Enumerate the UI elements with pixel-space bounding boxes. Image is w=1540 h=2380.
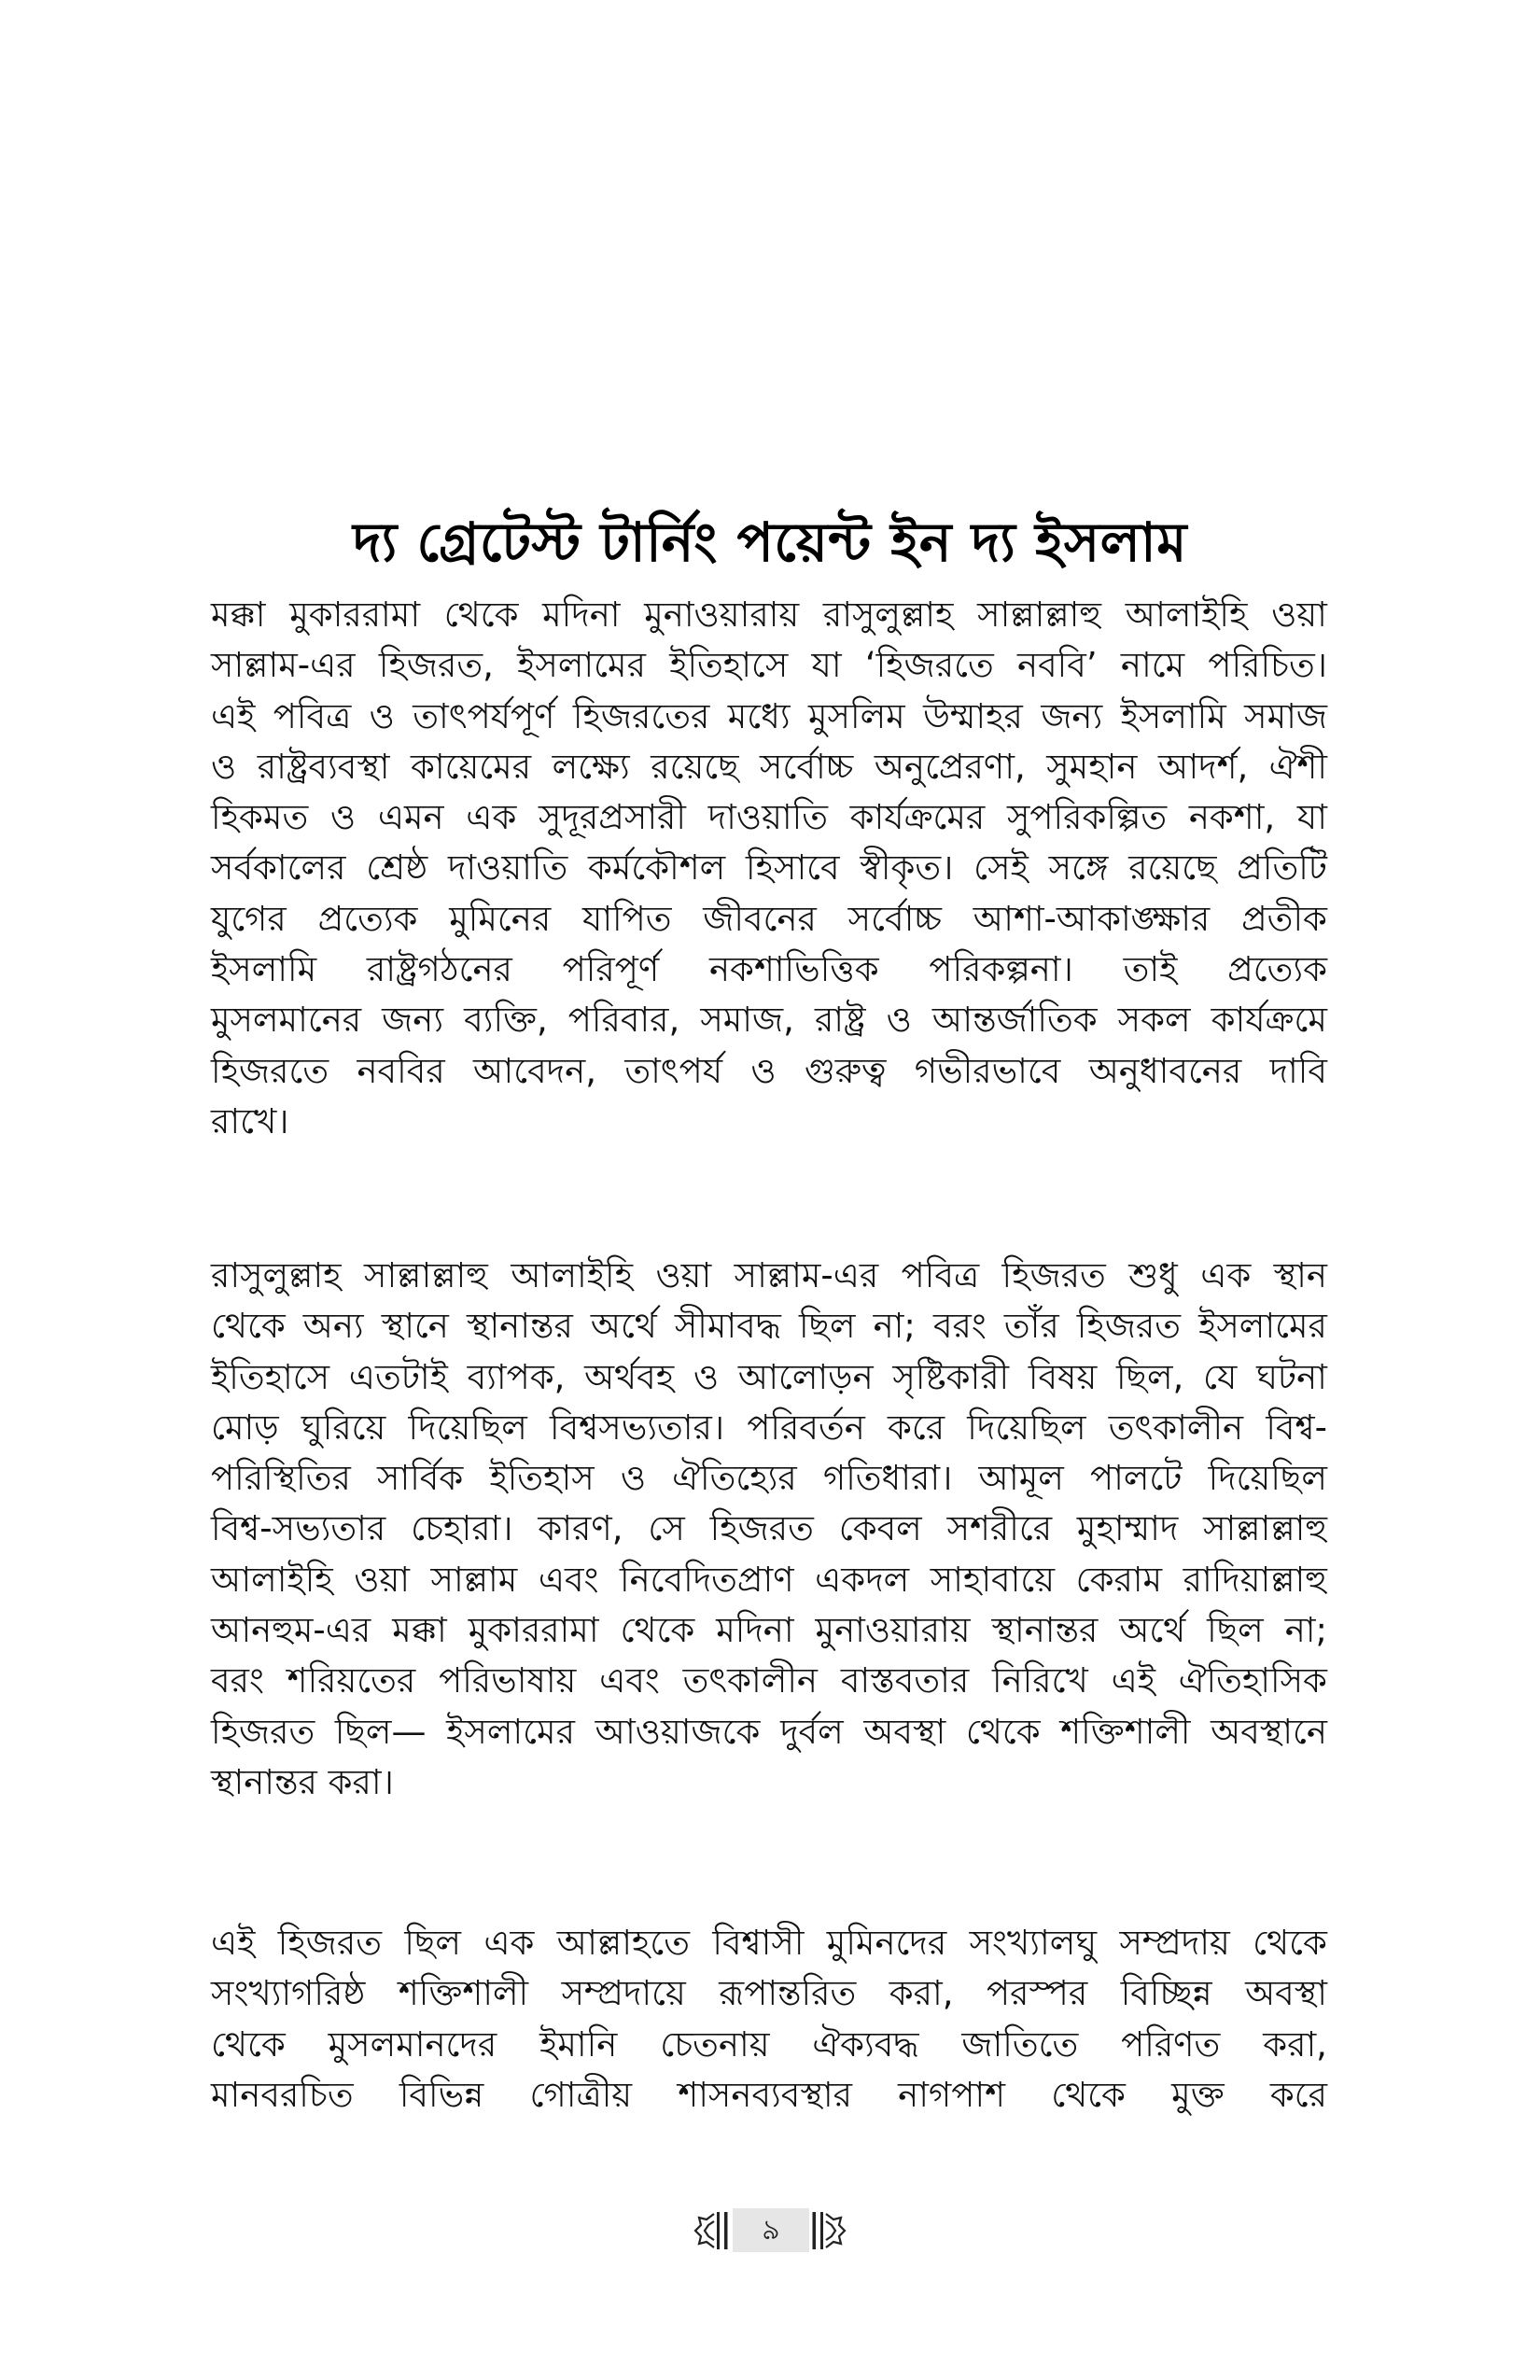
word: দাওয়াতি (707, 797, 828, 838)
text-line (211, 1504, 1327, 1554)
word: জীবনের (703, 898, 817, 939)
word: এই (211, 1923, 256, 1963)
word: পবিত্র (901, 1255, 980, 1295)
word: ইমানি (539, 2023, 618, 2065)
text-line (211, 894, 1327, 945)
text-line (211, 995, 1327, 1045)
word: এবং (599, 1660, 660, 1701)
word: থেকে (620, 1610, 695, 1651)
word: যা (811, 645, 842, 686)
word: আদর্শ, (1157, 746, 1249, 787)
word: অর্থে (590, 1306, 657, 1347)
word: কার্যক্রমে (1211, 1000, 1327, 1041)
word: হিজরত, (378, 645, 494, 686)
word: সর্বোচ্চ (760, 746, 854, 787)
paragraph-3 (211, 1918, 1327, 2121)
word: ছিল (1207, 1610, 1264, 1651)
paragraph-2 (211, 1251, 1327, 1808)
word: হিজরত (1076, 1306, 1182, 1347)
word: মোড় (211, 1407, 279, 1448)
word: বিশ্ব-সভ্যতার (211, 1508, 386, 1549)
word: স্বীকৃত। (860, 847, 954, 889)
page-footer (0, 2205, 1540, 2257)
word: আলাইহি (211, 1559, 333, 1600)
word: প্রত্যেক (317, 898, 418, 939)
word: বিশ্ব- (1266, 1407, 1327, 1448)
word: থেকে (1051, 2074, 1126, 2115)
text-line (211, 1918, 1327, 1968)
word: কেরাম (1075, 1559, 1163, 1600)
word: মদিনা (542, 595, 621, 635)
word: সর্বোচ্চ (847, 898, 942, 939)
word: বরং (211, 1660, 264, 1701)
word: আবেদন, (473, 1050, 596, 1091)
word: মদিনা (716, 1610, 794, 1651)
text-line (211, 2070, 1327, 2121)
text-line (211, 742, 1327, 792)
word: পরিভাষায় (439, 1660, 577, 1701)
word: বাস্তবতার (840, 1660, 970, 1701)
word: নকশাভিত্তিক (708, 949, 879, 990)
word: তাৎপর্যপূর্ণ (413, 695, 555, 736)
text-line (211, 1555, 1327, 1605)
word: ঐতিহাসিক (1178, 1660, 1327, 1701)
word: কায়েমের (411, 746, 532, 787)
text-line: রাখে। (211, 1100, 289, 1141)
word: রাসুলুল্লাহ (822, 595, 954, 635)
word: মুনাওয়ারায় (644, 595, 800, 635)
text-line (211, 1301, 1327, 1351)
word: ও (369, 695, 395, 736)
word: ও (693, 1356, 720, 1397)
word: এক (466, 797, 517, 838)
word: ছিল— (334, 1711, 427, 1752)
word: শুধু (1128, 1255, 1178, 1295)
word: লক্ষ্যে (552, 746, 630, 787)
word: করা, (889, 1973, 954, 2014)
word: রাসুলুল্লাহ (211, 1255, 342, 1295)
word: পালটে (1090, 1458, 1183, 1499)
word: করে (888, 1407, 945, 1448)
word: প্রত্যেক (1227, 949, 1327, 990)
word: আল্লাহতে (556, 1923, 690, 1963)
word: সে (648, 1508, 685, 1549)
word: করে (1269, 2074, 1327, 2115)
word: সুদূরপ্রসারী (539, 797, 686, 838)
word: ছিল (404, 1923, 461, 1963)
word: সম্প্রদায়ে (561, 1973, 686, 2014)
word: এবং (538, 1559, 599, 1600)
word: যুগের (211, 898, 287, 939)
word: থেকে (443, 595, 519, 635)
word: হিজরত (277, 1923, 383, 1963)
word: স্থান (1273, 1255, 1327, 1295)
word: আমূল (978, 1458, 1064, 1499)
word: অবস্থানে (1211, 1711, 1327, 1752)
word: মুকাররামা (468, 1610, 599, 1651)
word: ইসলামের (446, 1711, 575, 1752)
word: ইতিহাসে (211, 1356, 330, 1397)
word: নিরিখে (992, 1660, 1088, 1701)
word: অবস্থা (863, 1711, 946, 1752)
word: ‘হিজরতে (864, 645, 994, 686)
word: যে (1203, 1356, 1238, 1397)
text-line: স্থানান্তর করা। (211, 1761, 394, 1802)
word: ঐতিহ্যের (672, 1458, 797, 1499)
word: ইসলামের (1198, 1306, 1327, 1347)
word: মুক্ত (1171, 2074, 1225, 2115)
floral-ornament-icon (809, 2208, 847, 2253)
text-line (211, 792, 1327, 843)
word: বিশ্বসভ্যতার। (550, 1407, 725, 1448)
word: নববি’ (1017, 645, 1098, 686)
word: ব্যাপক, (467, 1356, 566, 1397)
word: সকল (1117, 1000, 1191, 1041)
text-line (211, 1352, 1327, 1403)
word: সাল্লাম (430, 1559, 518, 1600)
word: মানবরচিত (211, 2074, 354, 2115)
word: না; (1284, 1610, 1327, 1651)
word: আলাইহি (1125, 595, 1248, 635)
word: রাদিয়াল্লাহু (1183, 1559, 1327, 1600)
word: শক্তিশালী (1060, 1711, 1191, 1752)
word: বরং (932, 1306, 987, 1347)
word: দিয়েছিল (1208, 1458, 1327, 1499)
word: সম্প্রদায় (1119, 1923, 1230, 1963)
word: পরিবার, (567, 1000, 680, 1041)
word: আওয়াজকে (595, 1711, 761, 1752)
word: ঐশী (1268, 746, 1327, 787)
word: মুসলমানের (211, 1000, 362, 1041)
word: রাষ্ট্র (814, 1000, 866, 1041)
word: সাহাবায়ে (930, 1559, 1056, 1600)
word: সমাজ (1244, 695, 1327, 736)
word: অর্থে (1119, 1610, 1186, 1651)
word: ও (750, 1050, 777, 1091)
word: শ্রেষ্ঠ (366, 847, 428, 889)
text-line (211, 1656, 1327, 1706)
word: মক্কা (392, 1610, 447, 1651)
word: পরিবর্তন (747, 1407, 865, 1448)
word: নববির (357, 1050, 445, 1091)
word: হিকমত (211, 797, 309, 838)
word: পরিপূর্ণ (562, 949, 660, 990)
word: পবিত্র (273, 695, 352, 736)
word: বিভিন্ন (399, 2074, 484, 2115)
word: ছিল, (1115, 1356, 1184, 1397)
word: দাওয়াতি (447, 847, 568, 889)
word: সেই (973, 847, 1029, 889)
word: স্থানান্তর (466, 1306, 573, 1347)
word: ঘটনা (1256, 1356, 1327, 1397)
word: পরস্পর (986, 1973, 1088, 2014)
word: ও (329, 797, 357, 838)
word: এই (211, 695, 256, 736)
word: মুসলিম (808, 695, 905, 736)
word: এই (1111, 1660, 1155, 1701)
text-line (211, 1403, 1327, 1453)
word: ব্যক্তি, (464, 1000, 548, 1041)
word: সার্বিক (377, 1458, 464, 1499)
word: পরিণত (1121, 2023, 1221, 2065)
word: থেকে (211, 1306, 286, 1347)
word: নামে (1120, 645, 1185, 686)
word: তৎকালীন (682, 1660, 819, 1701)
word: হিজরত (709, 1508, 814, 1549)
word: দিয়েছিল (967, 1407, 1086, 1448)
word: কর্মকৌশল (588, 847, 726, 889)
word: জন্য (1041, 695, 1103, 736)
word: চেতনায় (660, 2023, 770, 2065)
word: রূপান্তরিত (719, 1973, 857, 2014)
word: গভীরভাবে (914, 1050, 1061, 1091)
word: অনুধাবনের (1088, 1050, 1242, 1091)
paragraph-1 (211, 590, 1327, 1147)
text-line (211, 1046, 1327, 1097)
word: পরিস্থিতির (211, 1458, 351, 1499)
floral-ornament-icon (693, 2208, 731, 2253)
text-line (211, 843, 1327, 893)
word: ওয়া (655, 1255, 712, 1295)
word: সৃষ্টিকারী (892, 1356, 1010, 1397)
word: থেকে (211, 2023, 286, 2065)
word: এক (483, 1923, 535, 1963)
word: সংখ্যালঘু (969, 1923, 1098, 1963)
word: সুমহান (1046, 746, 1138, 787)
word: ছিল (798, 1306, 856, 1347)
word: নাগপাশ (898, 2074, 1005, 2115)
word: মধ্যে (727, 695, 791, 736)
word: আনহুম-এর (211, 1610, 371, 1651)
text-line (211, 590, 1327, 640)
word: দিয়েছিল (408, 1407, 527, 1448)
word: নিবেদিতপ্রাণ (620, 1559, 794, 1600)
word: না; (873, 1306, 916, 1347)
word: মুহাম্মাদ (1076, 1508, 1179, 1549)
word: রাষ্ট্রগঠনের (366, 949, 512, 990)
word: গোত্রীয় (529, 2074, 633, 2115)
text-line (211, 1453, 1327, 1504)
word: মুসলমানদের (328, 2023, 497, 2065)
word: হিসাবে (745, 847, 840, 889)
word: থেকে (965, 1711, 1041, 1752)
word: সাল্লাল্লাহু (364, 1255, 488, 1295)
word: সাল্লাম-এর (211, 645, 356, 686)
word: ঐক্যবদ্ধ (812, 2023, 919, 2065)
text-line (211, 1605, 1327, 1656)
word: করা, (1263, 2023, 1327, 2065)
word: ঘুরিয়ে (301, 1407, 386, 1448)
word: প্রতিটি (1237, 847, 1327, 889)
word: শক্তিশালী (398, 1973, 529, 2014)
word: সংখ্যাগরিষ্ঠ (211, 1973, 366, 2014)
word: অবস্থা (1245, 1973, 1327, 2014)
word: হিজরতে (211, 1050, 329, 1091)
word: তাই (1123, 949, 1178, 990)
word: সাল্লাল্লাহু (1203, 1508, 1327, 1549)
word: অর্থবহ (584, 1356, 675, 1397)
word: আশা-আকাঙ্ক্ষার (973, 898, 1211, 939)
text-line (211, 1707, 1327, 1757)
word: কেবল (838, 1508, 922, 1549)
word: ইতিহাসে (669, 645, 789, 686)
word: তাঁর (1003, 1306, 1059, 1347)
text-line (211, 692, 1327, 742)
word: একদল (815, 1559, 910, 1600)
word: গতিধারা। (822, 1458, 953, 1499)
word: নকশা, (1188, 797, 1276, 838)
word: আলাইহি (511, 1255, 634, 1295)
word: হিজরতের (572, 695, 710, 736)
word: রয়েছে (651, 746, 739, 787)
word: তাৎপর্য (624, 1050, 723, 1091)
word: দুর্বল (780, 1711, 844, 1752)
text-line (211, 2020, 1327, 2070)
word: প্রতীক (1241, 898, 1327, 939)
word: মুমিনদের (826, 1923, 947, 1963)
word: জন্য (382, 1000, 444, 1041)
word: ও (886, 1000, 912, 1041)
word: সঙ্গে (1048, 847, 1109, 889)
word: হিজরত (1001, 1255, 1106, 1295)
word: বিচ্ছিন্ন (1120, 1973, 1212, 2014)
word: মুকাররামা (289, 595, 421, 635)
word: হিজরত (211, 1711, 315, 1752)
word: মক্কা (211, 595, 266, 635)
word: চেহারা। (411, 1508, 513, 1549)
word: যা (1296, 797, 1327, 838)
chapter-title: দ্য গ্রেটেস্ট টার্নিং পয়েন্ট ইন দ্য ইসলাম (353, 510, 1187, 574)
word: ওয়া (1271, 595, 1327, 635)
page-number: ৯ (733, 2208, 809, 2252)
text-line (211, 1251, 1327, 1301)
text-line (211, 640, 1327, 691)
word: বিশ্বাসী (712, 1923, 805, 1963)
word: উম্মাহর (923, 695, 1023, 736)
word: স্থানে (381, 1306, 449, 1347)
word: ইসলামি (1120, 695, 1226, 736)
word: ও (211, 746, 237, 787)
word: সমাজ, (700, 1000, 794, 1041)
word: আন্তর্জাতিক (931, 1000, 1098, 1041)
word: যাপিত (582, 898, 672, 939)
word: শাসনব্যবস্থার (678, 2074, 852, 2115)
word: সীমাবদ্ধ (674, 1306, 781, 1347)
word: থেকে (1253, 1923, 1327, 1963)
word: এমন (377, 797, 444, 838)
word: অন্য (302, 1306, 364, 1347)
word: পরিচিত। (1208, 645, 1327, 686)
word: অনুপ্রেরণা, (874, 746, 1026, 787)
word: কারণ, (538, 1508, 623, 1549)
word: আলোড়ন (737, 1356, 874, 1397)
text-line (211, 1968, 1327, 2019)
word: মুনাওয়ারায় (815, 1610, 971, 1651)
word: রয়েছে (1128, 847, 1217, 889)
word: গুরুত্ব (804, 1050, 887, 1091)
word: সুপরিকল্পিত (1006, 797, 1168, 838)
word: শরিয়তের (287, 1660, 416, 1701)
word: ও (620, 1458, 647, 1499)
word: স্থানান্তর (991, 1610, 1099, 1651)
word: তৎকালীন (1108, 1407, 1244, 1448)
word: সর্বকালের (211, 847, 346, 889)
word: ইতিহাস (489, 1458, 595, 1499)
word: সাল্লাম-এর (734, 1255, 879, 1295)
word: দাবি (1269, 1050, 1327, 1091)
word: ইসলামের (517, 645, 646, 686)
word: পরিকল্পনা। (929, 949, 1073, 990)
text-line (211, 945, 1327, 995)
word: রাষ্ট্রব্যবস্থা (257, 746, 390, 787)
page-number-ornament (686, 2205, 854, 2257)
word: কার্যক্রমের (849, 797, 986, 838)
word: জাতিতে (961, 2023, 1079, 2065)
word: ইসলামি (211, 949, 317, 990)
word: সশরীরে (946, 1508, 1053, 1549)
word: এতটাই (348, 1356, 448, 1397)
word: এক (1200, 1255, 1252, 1295)
word: ওয়া (354, 1559, 411, 1600)
word: সাল্লাল্লাহু (977, 595, 1102, 635)
word: বিষয় (1028, 1356, 1098, 1397)
word: মুমিনের (449, 898, 552, 939)
